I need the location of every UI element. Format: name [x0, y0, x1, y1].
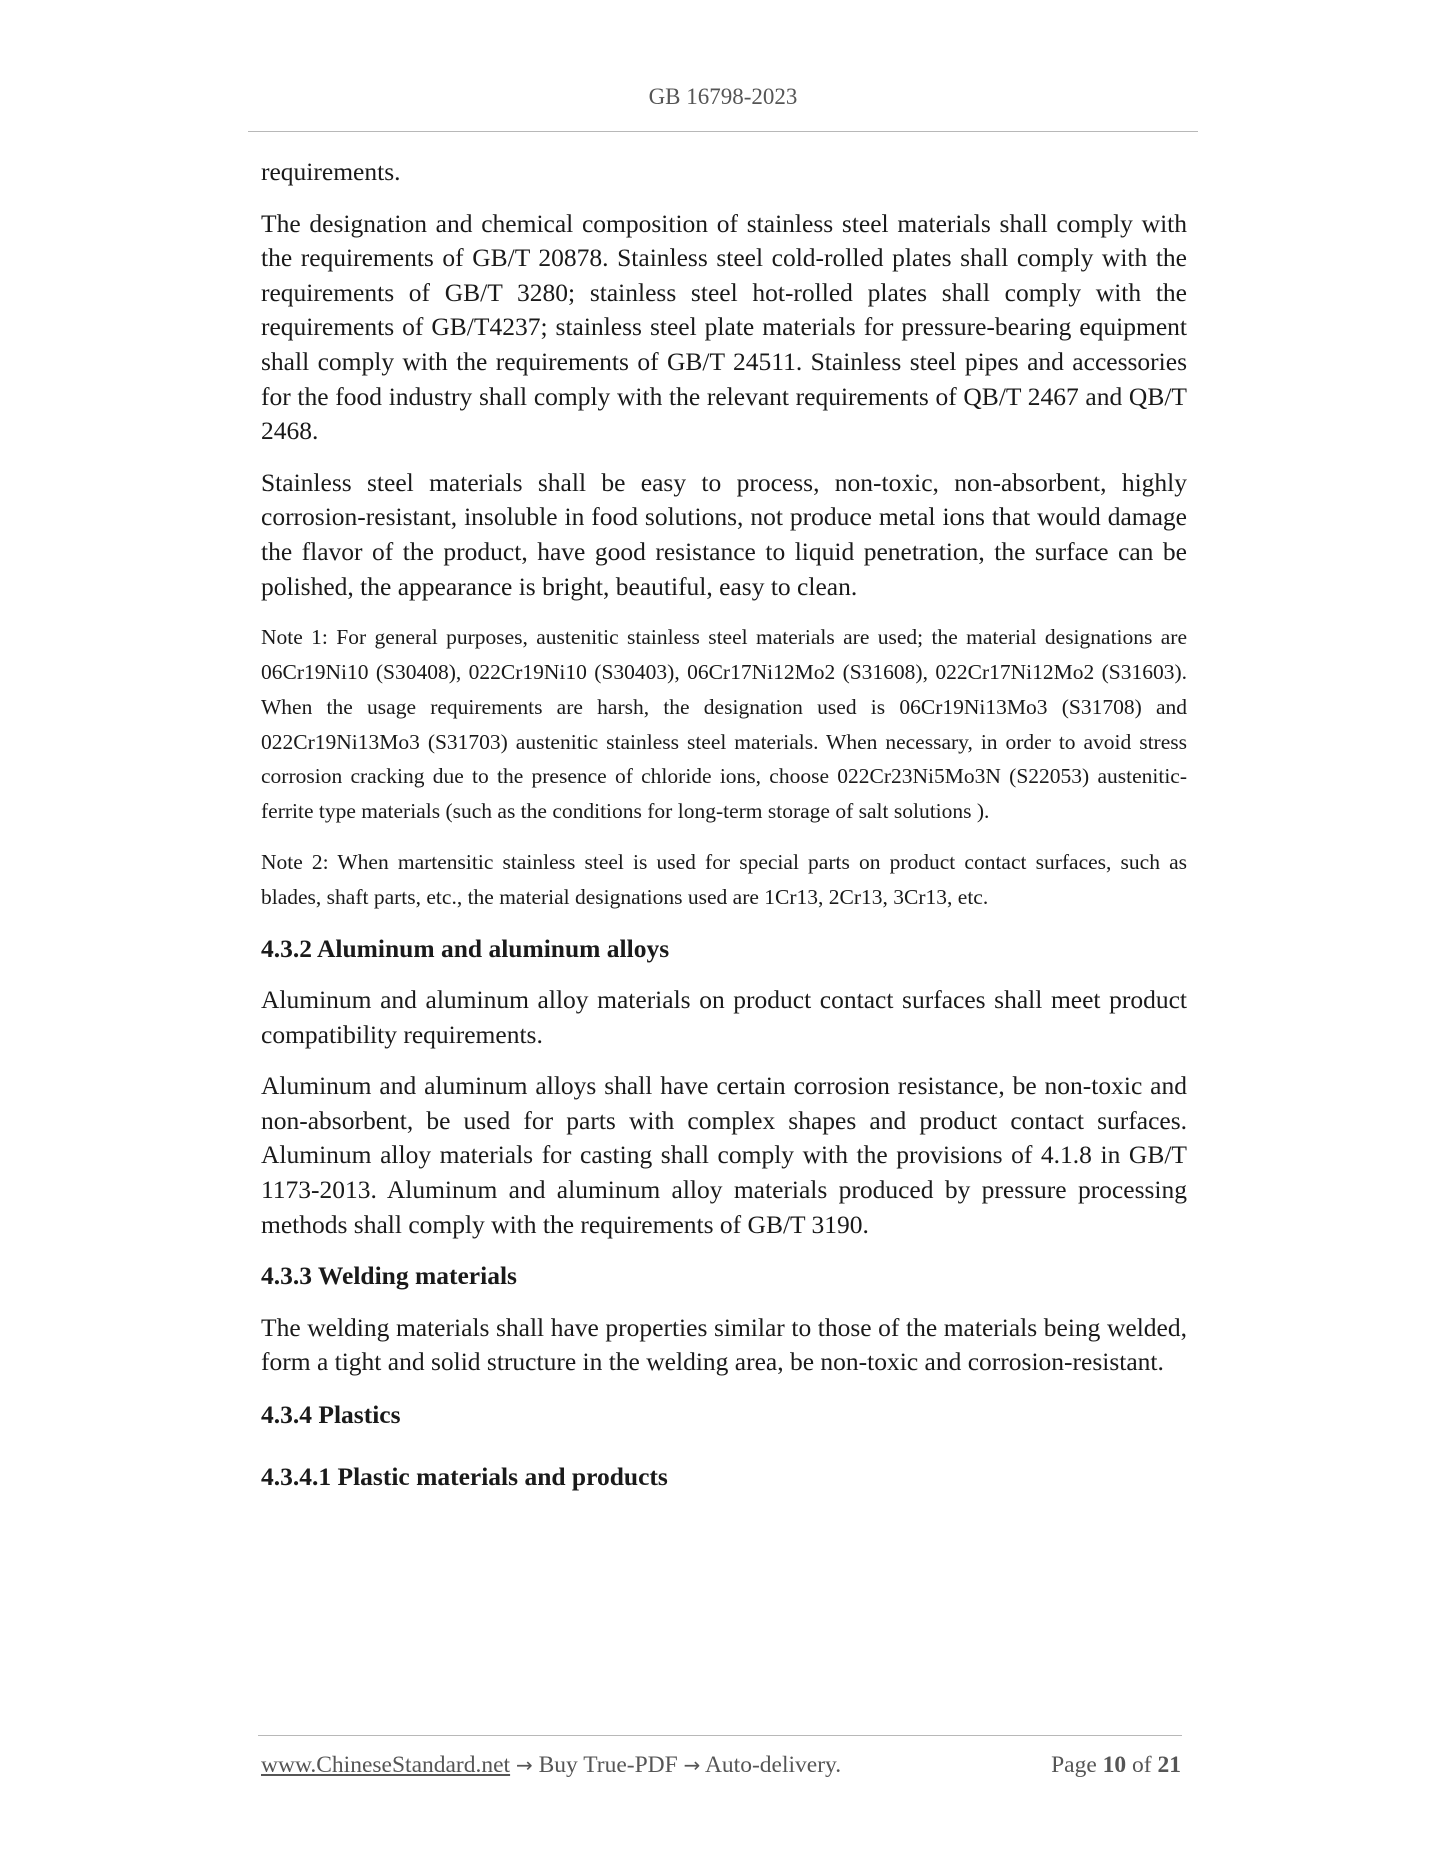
section-heading-4-3-4-1: 4.3.4.1 Plastic materials and products [261, 1461, 668, 1491]
current-page-number: 10 [1102, 1752, 1127, 1778]
document-body [261, 157, 1187, 1494]
auto-delivery-text: Auto-delivery. [704, 1752, 842, 1778]
paragraph-continuation: requirements. [261, 157, 401, 186]
of-label: of [1132, 1752, 1152, 1778]
header-divider [248, 131, 1198, 132]
page-header: GB 16798-2023 [648, 84, 798, 109]
paragraph-aluminum-properties: Aluminum and aluminum alloys shall have certain corrosion resistance, be non-toxic and non-absorbent, be used for parts with complex shapes and product contact surfaces. Aluminum alloy materials for casting shall comply with the provisions of 4.1.8 in GB/T 1173-2013. Aluminum and aluminum alloy materials produced by pressure processing methods shall comply with the requirements of GB/T 3190. [261, 1071, 1187, 1239]
paragraph-stainless-properties: Stainless steel materials shall be easy to process, non-toxic, non-absorbent, highly corrosion-resistant, insoluble in food solutions, not produce metal ions that would damage the flavor of the product, have good resistance to liquid penetration, the surface can be polished, the appearance is bright, beautiful, easy to clean. [261, 467, 1187, 601]
arrow-right-icon: → [683, 1753, 701, 1777]
website-link[interactable]: www.ChineseStandard.net [261, 1752, 511, 1778]
section-heading-4-3-4: 4.3.4 Plastics [261, 1400, 401, 1430]
paragraph-stainless-designation: The designation and chemical composition of stainless steel materials shall comply with the requirements of GB/T 20878. Stainless steel cold-rolled plates shall comply with the requirements of GB/T 3280; stainless steel hot-rolled plates shall comply with the requirements of GB/T4237; stainless steel plate materials for pressure-bearing equipment shall comply with the requirements of GB/T 24511. Stainless steel pipes and accessories for the food industry shall comply with the relevant requirements of QB/T 2467 and QB/T 2468. [261, 208, 1187, 446]
arrow-right-icon: → [515, 1753, 533, 1777]
footer-divider [258, 1735, 1182, 1736]
buy-true-pdf-text: Buy True-PDF [538, 1752, 678, 1778]
section-heading-4-3-3: 4.3.3 Welding materials [261, 1261, 517, 1291]
page-label: Page [1051, 1752, 1097, 1778]
paragraph-aluminum-compatibility: Aluminum and aluminum alloy materials on product contact surfaces shall meet product compatibility requirements. [261, 985, 1187, 1049]
paragraph-welding: The welding materials shall have properties similar to those of the materials being welded, form a tight and solid structure in the welding area, be non-toxic and corrosion-resistant. [261, 1312, 1187, 1377]
note-1: Note 1: For general purposes, austenitic stainless steel materials are used; the material designations are 06Cr19Ni10 (S30408), 022Cr19Ni10 (S30403), 06Cr17Ni12Mo2 (S31608), 022Cr17Ni12Mo2 (S31603). When the usage requirements are harsh, the designation used is 06Cr19Ni13Mo3 (S31708) and 022Cr19Ni13Mo3 (S31703) austenitic stainless steel materials. When necessary, in order to avoid stress corrosion cracking due to the presence of chloride ions, choose 022Cr23Ni5Mo3N (S22053) austenitic-ferrite type materials (such as the conditions for long-term storage of salt solutions ). [261, 625, 1187, 824]
note-2: Note 2: When martensitic stainless steel is used for special parts on product contact surfaces, such as blades, shaft parts, etc., the material designations used are 1Cr13, 2Cr13, 3Cr13, etc. [261, 849, 1187, 909]
footer-purchase-line [261, 1752, 841, 1779]
page-number [1051, 1752, 1181, 1779]
section-heading-4-3-2: 4.3.2 Aluminum and aluminum alloys [261, 933, 670, 963]
total-page-count: 21 [1157, 1752, 1181, 1778]
